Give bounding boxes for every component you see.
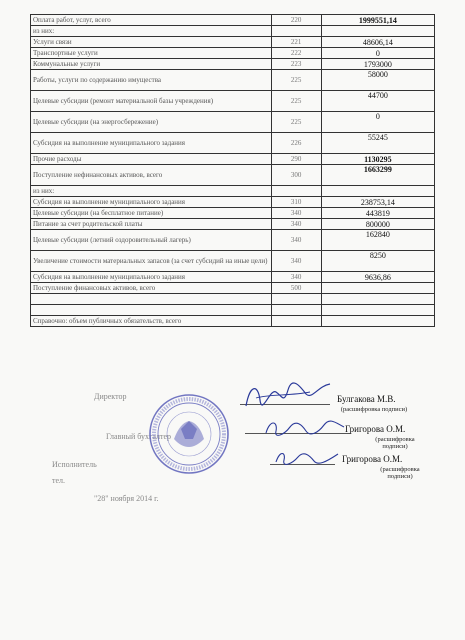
table-row [31,208,435,219]
row-value-cell: 443819 [321,208,434,219]
row-code-cell [271,186,321,197]
row-code-cell: 225 [271,91,321,112]
table-row [31,219,435,230]
executor-name: Григорова О.М. [342,454,403,464]
row-code-cell: 290 [271,154,321,165]
row-name-cell: Прочие расходы [31,154,272,165]
table-row [31,230,435,251]
row-value-cell: 58000 [321,70,434,91]
row-value-cell [321,316,434,327]
table-row [31,154,435,165]
table-row [31,251,435,272]
row-value-cell [321,294,434,305]
row-name-cell: Целевые субсидии (летний оздоровительный лагерь) [31,230,272,251]
row-value-cell: 8250 [321,251,434,272]
row-value-cell: 800000 [321,219,434,230]
row-name-cell [31,294,272,305]
row-code-cell: 340 [271,272,321,283]
row-code-cell [271,316,321,327]
row-value-cell: 44700 [321,91,434,112]
table-row [31,165,435,186]
row-value-cell: 1999551,14 [321,15,434,26]
table-row [31,197,435,208]
table-row [31,112,435,133]
row-value-cell: 238753,14 [321,197,434,208]
row-value-cell [321,26,434,37]
executor-signature [272,448,342,470]
executor-label: Исполнитель [52,460,97,469]
row-name-cell: Питание за счет родительской платы [31,219,272,230]
row-name-cell: Транспортные услуги [31,48,272,59]
row-code-cell: 223 [271,59,321,70]
row-name-cell: Субсидия на выполнение муниципального задания [31,272,272,283]
table-row [31,294,435,305]
table-row [31,133,435,154]
financial-plan-table [30,14,435,327]
chief-accountant-name: Григорова О.М. [345,424,406,434]
row-name-cell: Оплата работ, услуг, всего [31,15,272,26]
table-row [31,305,435,316]
row-name-cell: Поступление финансовых активов, всего [31,283,272,294]
row-value-cell [321,283,434,294]
row-code-cell [271,305,321,316]
row-name-cell: Коммунальные услуги [31,59,272,70]
row-code-cell: 300 [271,165,321,186]
row-code-cell: 225 [271,112,321,133]
row-name-cell: Увеличение стоимости материальных запасов (за счет субсидий на иные цели) [31,251,272,272]
director-label: Директор [94,392,127,401]
row-name-cell: Целевые субсидии (на бесплатное питание) [31,208,272,219]
row-name-cell: Целевые субсидии (на энергосбережение) [31,112,272,133]
table-row [31,91,435,112]
table-row [31,272,435,283]
row-value-cell: 55245 [321,133,434,154]
row-value-cell: 0 [321,112,434,133]
executor-name-hint: (расшифровка подписи) [380,466,420,480]
row-code-cell: 340 [271,251,321,272]
table-row [31,186,435,197]
row-code-cell: 340 [271,230,321,251]
row-code-cell: 222 [271,48,321,59]
chief-accountant-signature [262,417,347,441]
row-name-cell: из них: [31,26,272,37]
row-value-cell [321,186,434,197]
table-row [31,59,435,70]
table-row [31,70,435,91]
row-value-cell: 1793000 [321,59,434,70]
phone-label: тел. [52,476,66,485]
table-row [31,15,435,26]
row-value-cell: 9636,86 [321,272,434,283]
row-code-cell [271,26,321,37]
row-code-cell [271,294,321,305]
row-name-cell: Справочно: объем публичных обязательств, всего [31,316,272,327]
row-code-cell: 226 [271,133,321,154]
chief-name-hint: (расшифровка подписи) [375,436,415,450]
row-code-cell: 221 [271,37,321,48]
director-signature [240,380,335,412]
table-row [31,48,435,59]
row-code-cell: 340 [271,208,321,219]
row-value-cell: 162840 [321,230,434,251]
row-name-cell: Поступление нефинансовых активов, всего [31,165,272,186]
row-value-cell: 1663299 [321,165,434,186]
row-value-cell: 48606,14 [321,37,434,48]
row-name-cell: Услуги связи [31,37,272,48]
organization-seal-stamp [148,393,230,475]
row-code-cell: 310 [271,197,321,208]
row-value-cell [321,305,434,316]
table-row [31,283,435,294]
chief-accountant-label: Главный бухгалтер [106,432,171,441]
row-name-cell: Работы, услуги по содержанию имущества [31,70,272,91]
row-name-cell: Субсидия на выполнение муниципального задания [31,133,272,154]
row-code-cell: 340 [271,219,321,230]
table-row [31,37,435,48]
row-code-cell: 225 [271,70,321,91]
row-name-cell: Субсидия на выполнение муниципального задания [31,197,272,208]
row-code-cell: 500 [271,283,321,294]
row-name-cell: из них: [31,186,272,197]
row-code-cell: 220 [271,15,321,26]
row-name-cell [31,305,272,316]
table-row [31,316,435,327]
row-value-cell: 0 [321,48,434,59]
row-value-cell: 1130295 [321,154,434,165]
director-name: Булгакова М.В. [337,394,396,404]
director-name-hint: (расшифровка подписи) [340,406,408,413]
row-name-cell: Целевые субсидии (ремонт материальной базы учреждения) [31,91,272,112]
document-date: "28" ноября 2014 г. [94,494,159,503]
table-row [31,26,435,37]
